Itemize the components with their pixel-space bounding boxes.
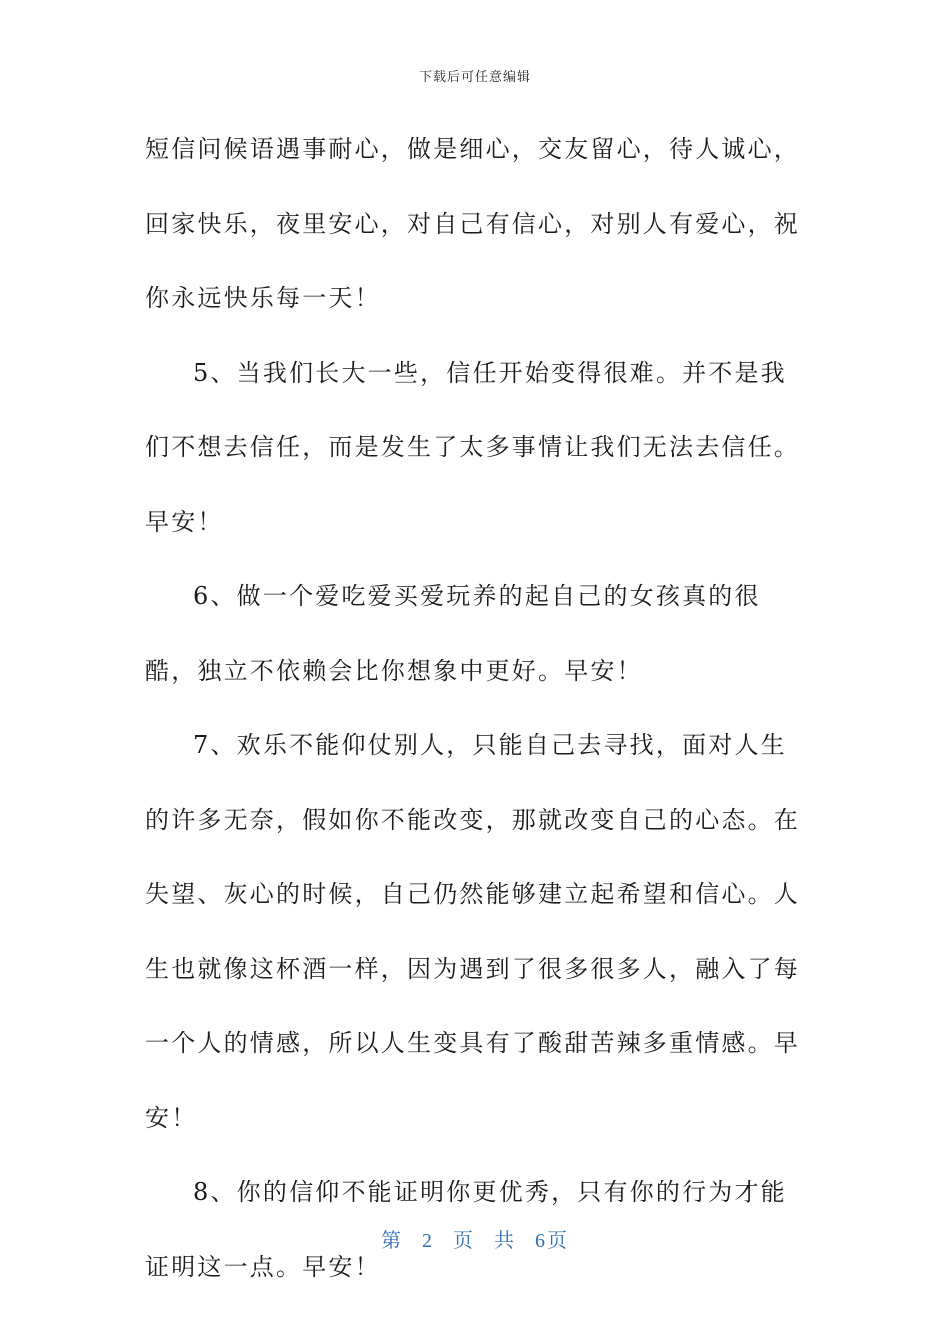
document-body xyxy=(145,112,805,1304)
footer-page-word: 页 xyxy=(453,1230,475,1252)
paragraph-greeting: 短信问候语遇事耐心，做是细心，交友留心，待人诚心，回家快乐，夜里安心，对自己有信心，对别人有爱心，祝你永远快乐每一天！ xyxy=(145,135,800,312)
footer-current-page: 2 xyxy=(422,1230,434,1252)
footer-total-pages: 6页 xyxy=(535,1230,569,1252)
paragraph-item-7: 7、欢乐不能仰仗别人，只能自己去寻找，面对人生的许多无奈，假如你不能改变，那就改变自己的心态。在失望、灰心的时候，自己仍然能够建立起希望和信心。人生也就像这杯酒一样，因为遇到了很多很多人，融入了每一个人的情感，所以人生变具有了酸甜苦辣多重情感。早安！ xyxy=(145,731,800,1132)
paragraph-item-5: 5、当我们长大一些，信任开始变得很难。并不是我们不想去信任，而是发生了太多事情让我们无法去信任。早安！ xyxy=(145,358,800,536)
paragraph-item-8: 8、你的信仰不能证明你更优秀，只有你的行为才能证明这一点。早安！ xyxy=(145,1178,787,1281)
page-header-note: 下载后可任意编辑 xyxy=(418,70,531,85)
footer-prefix: 第 xyxy=(381,1230,403,1252)
paragraph-item-6: 6、做一个爱吃爱买爱玩养的起自己的女孩真的很酷，独立不依赖会比你想象中更好。早安！ xyxy=(145,582,761,685)
page-number-footer xyxy=(0,1224,950,1253)
footer-total-word: 共 xyxy=(494,1230,516,1252)
